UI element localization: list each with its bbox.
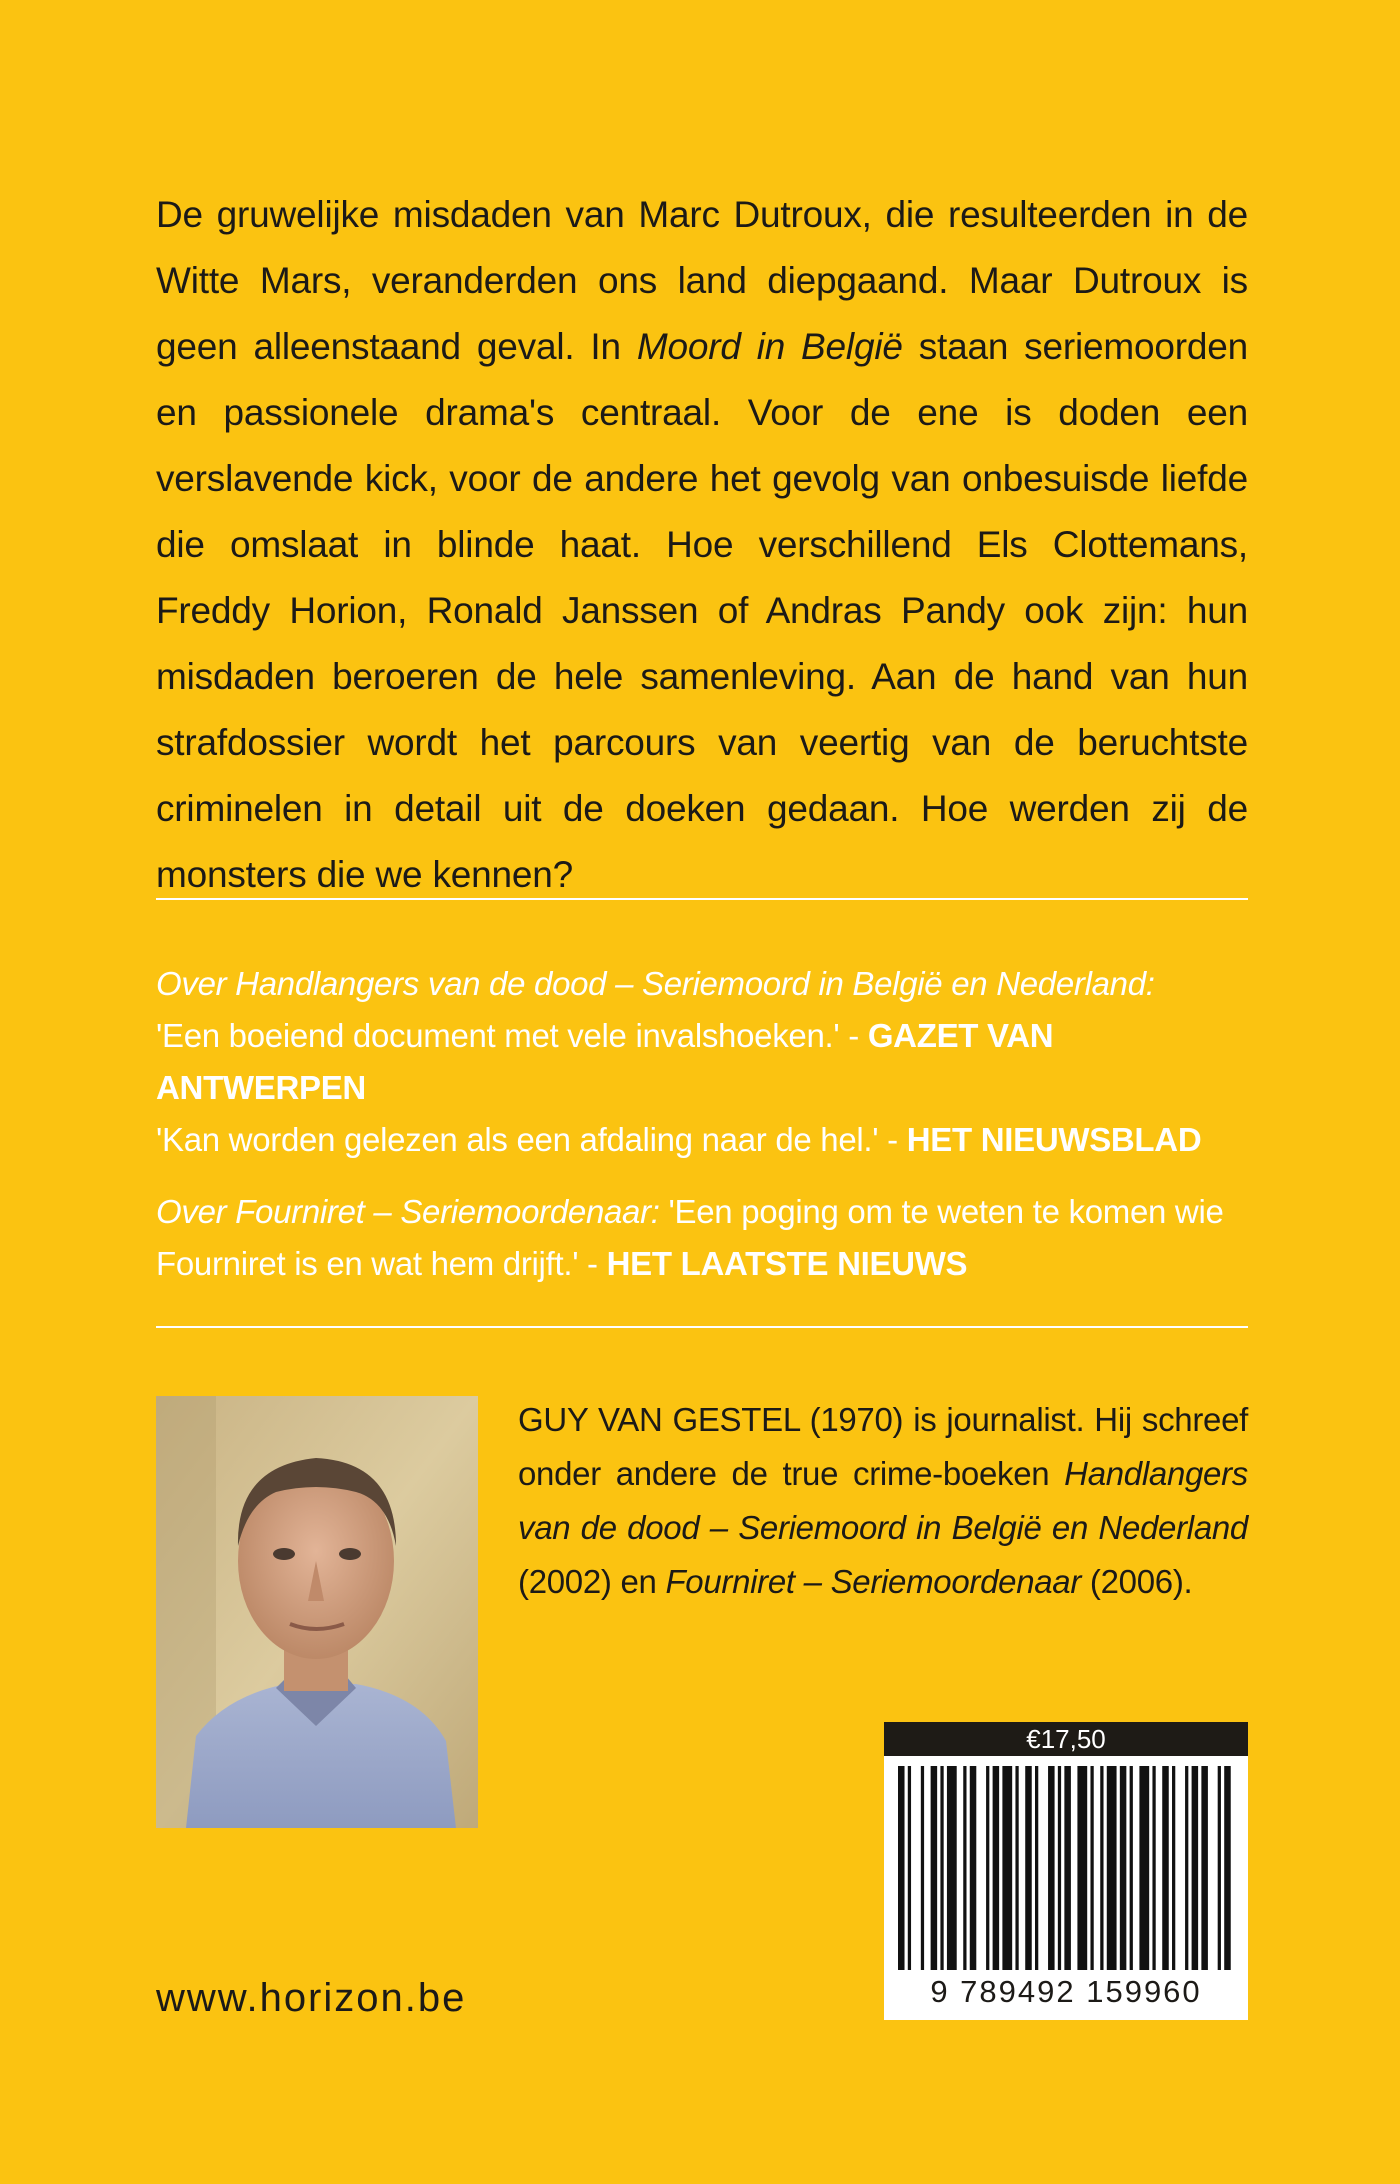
- review-quote-1: 'Een boeiend document met vele invalshoeken.' -: [156, 1017, 868, 1054]
- barcode-bar: [1120, 1766, 1127, 1970]
- barcode-bar: [1002, 1766, 1012, 1970]
- bio-book-1: Handlangers van de dood – Seriemoord in België en Nederland: [518, 1455, 1248, 1546]
- barcode-box: [884, 1722, 1248, 2020]
- bio-text-1: GUY VAN GESTEL (1970) is journalist. Hij schreef onder andere de true crime-boeken: [518, 1401, 1248, 1492]
- barcode-bar: [940, 1766, 943, 1970]
- barcode-bar: [947, 1766, 957, 1970]
- barcode-bar: [1139, 1766, 1149, 1970]
- barcode-bar: [1152, 1766, 1155, 1970]
- blurb-part-2: staan seriemoorden en passionele drama's centraal. Voor de ene is doden een verslavende kick, voor de andere het gevolg van onbesuisde liefde die omslaat in blinde haat. Hoe verschillend Els Clottemans, Freddy Horion, Ronald Janssen of Andras Pandy ook zijn: hun misdaden beroeren de hele samenleving. Aan de hand van hun strafdossier wordt het parcours van veertig van de beruchtste criminelen in detail uit de doeken gedaan. Hoe werden zij de monsters die we kennen?: [156, 326, 1249, 895]
- barcode-bar: [1015, 1766, 1018, 1970]
- review-quote-2: 'Kan worden gelezen als een afdaling naar de hel.' -: [156, 1121, 907, 1158]
- barcode-bar: [1130, 1766, 1133, 1970]
- review-quote-3: 'Een poging om te weten te komen wie Fourniret is en wat hem drijft.' -: [156, 1193, 1224, 1282]
- barcode-bar: [1048, 1766, 1055, 1970]
- blurb-text: [156, 182, 1248, 908]
- barcode-bar: [1224, 1766, 1231, 1970]
- review-book-heading-2: Over Fourniret – Seriemoordenaar:: [156, 1193, 660, 1230]
- author-bio: [518, 1393, 1248, 1609]
- review-block-2: [156, 1186, 1248, 1290]
- barcode-bar: [963, 1766, 966, 1970]
- barcode-bar: [1090, 1766, 1093, 1970]
- bio-book-2: Fourniret – Seriemoordenaar: [665, 1563, 1082, 1600]
- divider-bottom: [156, 1326, 1248, 1328]
- barcode-bar: [1077, 1766, 1087, 1970]
- isbn-number: 9 789492 159960: [930, 1974, 1202, 2009]
- barcode-bar: [1172, 1766, 1175, 1970]
- bio-text-3: (2006).: [1081, 1563, 1193, 1600]
- barcode-bar: [986, 1766, 989, 1970]
- blurb-book-title: Moord in België: [636, 326, 903, 367]
- barcode-bar: [898, 1766, 905, 1970]
- barcode-bar: [908, 1766, 911, 1970]
- reviews-section: [156, 958, 1248, 1290]
- bio-text-2: (2002) en: [518, 1563, 666, 1600]
- barcode-bar: [1035, 1766, 1038, 1970]
- review-source-2: HET NIEUWSBLAD: [906, 1121, 1202, 1158]
- blurb-part-1: De gruwelijke misdaden van Marc Dutroux, die resulteerden in de Witte Mars, veranderden ons land diepgaand. Maar Dutroux is geen alleenstaand geval. In: [156, 194, 1248, 367]
- barcode-bar: [1100, 1766, 1103, 1970]
- price-label: €17,50: [884, 1722, 1248, 1756]
- divider-top: [156, 898, 1248, 900]
- publisher-website: www.horizon.be: [156, 1976, 467, 2020]
- barcode-bar: [1185, 1766, 1188, 1970]
- barcode-bar: [1107, 1766, 1117, 1970]
- review-source-1: GAZET VAN ANTWERPEN: [156, 1017, 1054, 1106]
- barcode-bar: [1218, 1766, 1221, 1970]
- barcode-bar: [1064, 1766, 1071, 1970]
- barcode-bar: [1058, 1766, 1061, 1970]
- barcode-bar: [970, 1766, 977, 1970]
- barcode-bar: [1192, 1766, 1199, 1970]
- barcode-bar: [993, 1766, 1000, 1970]
- barcode-bar: [1201, 1766, 1208, 1970]
- review-book-heading-1: Over Handlangers van de dood – Seriemoord in België en Nederland:: [156, 965, 1155, 1002]
- review-block-1: [156, 958, 1248, 1166]
- author-portrait-image: [156, 1396, 478, 1828]
- barcode-bar: [921, 1766, 924, 1970]
- barcode-bar: [1025, 1766, 1032, 1970]
- barcode-bar: [931, 1766, 938, 1970]
- author-photo: [156, 1396, 478, 1828]
- barcode-bars: [898, 1766, 1234, 1970]
- review-source-3: HET LAATSTE NIEUWS: [606, 1245, 968, 1282]
- barcode-bar: [1162, 1766, 1169, 1970]
